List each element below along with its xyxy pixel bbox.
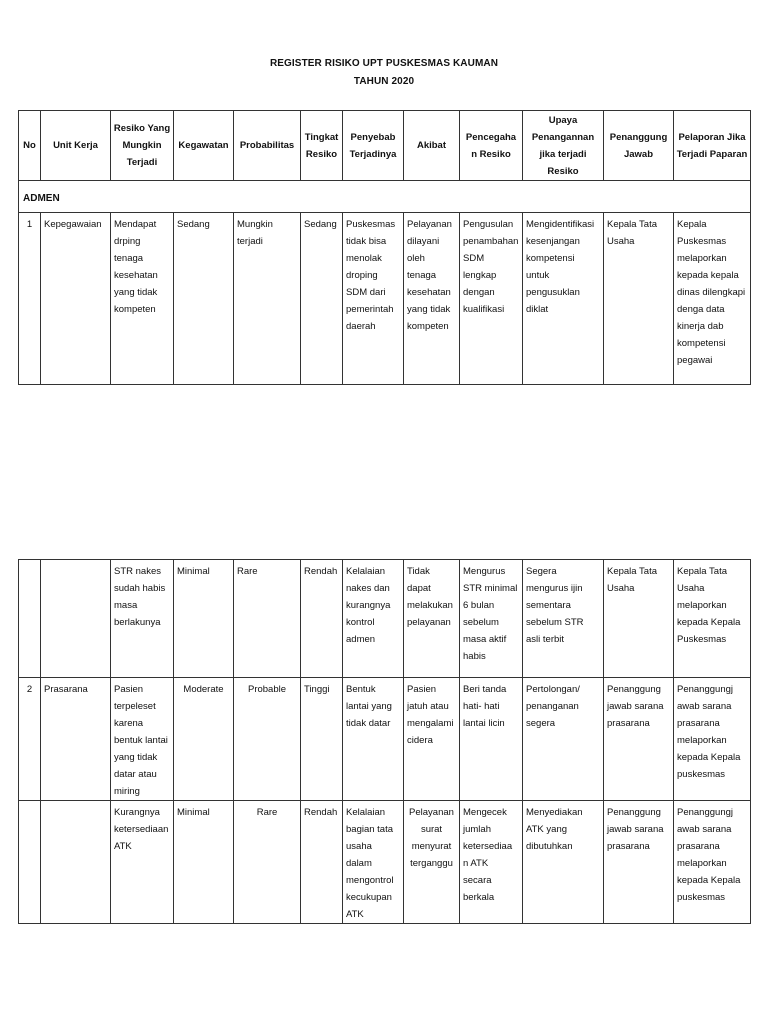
cell-pencegahan: Mengurus STR minimal 6 bulan sebelum masa aktif habis: [460, 560, 523, 678]
cell-resiko: Mendapat drping tenaga kesehatan yang tidak kompeten: [111, 213, 174, 385]
cell-upaya: Mengidentifikasi kesenjangan kompetensi untuk pengusuklan diklat: [523, 213, 604, 385]
cell-tingkat-resiko: Rendah: [301, 801, 343, 924]
risk-register-table-part2: [18, 559, 751, 924]
cell-penanggung-jawab: Kepala Tata Usaha: [604, 213, 674, 385]
cell-penyebab: Puskesmas tidak bisa menolak droping SDM dari pemerintah daerah: [343, 213, 404, 385]
cell-tingkat-resiko: Rendah: [301, 560, 343, 678]
cell-penanggung-jawab: Penanggung jawab sarana prasarana: [604, 801, 674, 924]
header-row: [19, 111, 751, 181]
section-label: ADMEN: [19, 181, 751, 213]
cell-unit-kerja: [41, 801, 111, 924]
cell-akibat: Tidak dapat melakukan pelayanan: [404, 560, 460, 678]
table-row: [19, 801, 751, 924]
cell-kegawatan: Minimal: [174, 801, 234, 924]
cell-akibat: Pelayanan surat menyurat terganggu: [404, 801, 460, 924]
header-unit-kerja: Unit Kerja: [41, 111, 111, 181]
cell-probabilitas: Rare: [234, 560, 301, 678]
cell-upaya: Pertolongan/ penanganan segera: [523, 678, 604, 801]
risk-register-table-part1: [18, 110, 751, 385]
cell-pencegahan: Pengusulan penambahan SDM lengkap dengan kualifikasi: [460, 213, 523, 385]
table-row: [19, 560, 751, 678]
cell-penyebab: Kelalaian bagian tata usaha dalam mengontrol kecukupan ATK: [343, 801, 404, 924]
cell-pelaporan: Penanggungj awab sarana prasarana melaporkan kepada Kepala puskesmas: [674, 678, 751, 801]
table-row: [19, 678, 751, 801]
header-no: No: [19, 111, 41, 181]
cell-akibat: Pelayanan dilayani oleh tenaga kesehatan yang tidak kompeten: [404, 213, 460, 385]
cell-probabilitas: Rare: [234, 801, 301, 924]
header-resiko: Resiko Yang Mungkin Terjadi: [111, 111, 174, 181]
cell-akibat: Pasien jatuh atau mengalami cidera: [404, 678, 460, 801]
cell-upaya: Menyediakan ATK yang dibutuhkan: [523, 801, 604, 924]
cell-unit-kerja: [41, 560, 111, 678]
cell-tingkat-resiko: Sedang: [301, 213, 343, 385]
cell-penanggung-jawab: Kepala Tata Usaha: [604, 560, 674, 678]
cell-kegawatan: Moderate: [174, 678, 234, 801]
cell-no: 2: [19, 678, 41, 801]
cell-kegawatan: Minimal: [174, 560, 234, 678]
cell-no: [19, 801, 41, 924]
document-title: REGISTER RISIKO UPT PUSKESMAS KAUMAN: [269, 58, 499, 69]
table-row: [19, 213, 751, 385]
header-probabilitas: Probabilitas: [234, 111, 301, 181]
header-akibat: Akibat: [404, 111, 460, 181]
cell-pencegahan: Mengecek jumlah ketersediaa n ATK secara berkala: [460, 801, 523, 924]
cell-no: 1: [19, 213, 41, 385]
cell-tingkat-resiko: Tinggi: [301, 678, 343, 801]
cell-pelaporan: Penanggungj awab sarana prasarana melaporkan kepada Kepala puskesmas: [674, 801, 751, 924]
cell-pelaporan: Kepala Puskesmas melaporkan kepada kepala dinas dilengkapi denga data kinerja dab kompetensi pegawai: [674, 213, 751, 385]
section-row: [19, 181, 751, 213]
header-tingkat-resiko: Tingkat Resiko: [301, 111, 343, 181]
cell-kegawatan: Sedang: [174, 213, 234, 385]
cell-penanggung-jawab: Penanggung jawab sarana prasarana: [604, 678, 674, 801]
cell-pelaporan: Kepala Tata Usaha melaporkan kepada Kepala Puskesmas: [674, 560, 751, 678]
cell-resiko: STR nakes sudah habis masa berlakunya: [111, 560, 174, 678]
cell-pencegahan: Beri tanda hati- hati lantai licin: [460, 678, 523, 801]
header-pelaporan: Pelaporan Jika Terjadi Paparan: [674, 111, 751, 181]
cell-resiko: Pasien terpeleset karena bentuk lantai yang tidak datar atau miring: [111, 678, 174, 801]
cell-upaya: Segera mengurus ijin sementara sebelum STR asli terbit: [523, 560, 604, 678]
cell-unit-kerja: Kepegawaian: [41, 213, 111, 385]
cell-no: [19, 560, 41, 678]
cell-penyebab: Bentuk lantai yang tidak datar: [343, 678, 404, 801]
cell-probabilitas: Mungkin terjadi: [234, 213, 301, 385]
header-upaya: Upaya Penangannan jika terjadi Resiko: [523, 111, 604, 181]
header-kegawatan: Kegawatan: [174, 111, 234, 181]
cell-penyebab: Kelalaian nakes dan kurangnya kontrol admen: [343, 560, 404, 678]
cell-probabilitas: Probable: [234, 678, 301, 801]
cell-resiko: Kurangnya ketersediaan ATK: [111, 801, 174, 924]
header-pencegahan: Pencegaha n Resiko: [460, 111, 523, 181]
header-penyebab: Penyebab Terjadinya: [343, 111, 404, 181]
cell-unit-kerja: Prasarana: [41, 678, 111, 801]
document-subtitle: TAHUN 2020: [353, 76, 415, 87]
header-penanggung-jawab: Penanggung Jawab: [604, 111, 674, 181]
